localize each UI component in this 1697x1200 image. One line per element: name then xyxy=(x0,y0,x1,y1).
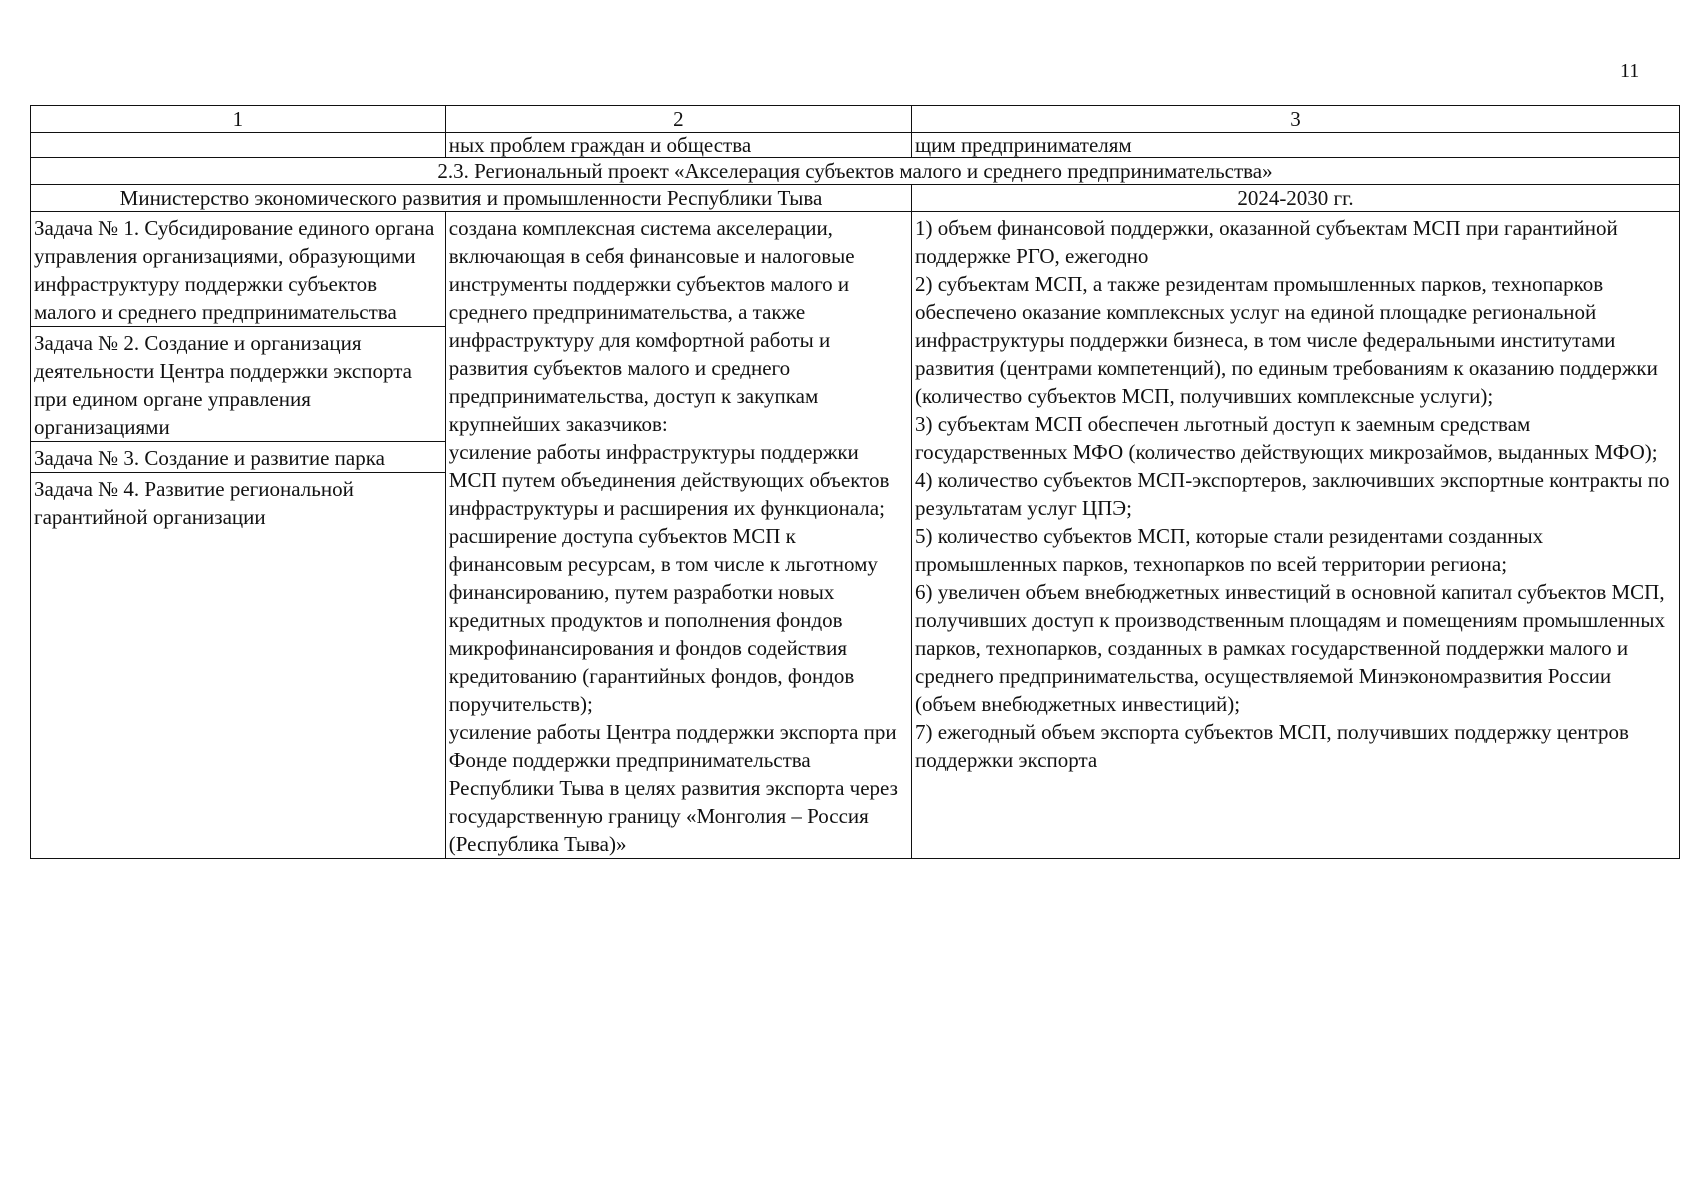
task-item: Задача № 1. Субсидирование единого органа управления организациями, образующими инфраструктуру поддержки субъектов малого и среднего предпринимательства xyxy=(31,212,445,327)
result-item: создана комплексная система акселерации, включающая в себя финансовые и налоговые инструменты поддержки субъектов малого и среднего предпринимательства, а также инфраструктуру для комфортной работы и развития субъектов малого и среднего предпринимательства, доступ к закупкам крупнейших заказчиков: xyxy=(448,216,855,436)
project-title-row xyxy=(31,158,1680,185)
continuation-col-2: ных проблем граждан и общества xyxy=(445,133,911,158)
responsible-ministry: Министерство экономического развития и промышленности Республики Тыва xyxy=(31,185,912,212)
main-content-row xyxy=(31,212,1680,859)
result-item: усиление работы Центра поддержки экспорта при Фонде поддержки предпринимательства Республики Тыва в целях развития экспорта через государственную границу «Монголия – Россия (Республика Тыва)» xyxy=(448,720,898,856)
task-item: Задача № 4. Развитие региональной гарантийной организации xyxy=(34,477,354,529)
implementation-period: 2024-2030 гг. xyxy=(912,185,1680,212)
measure-item: 6) увеличен объем внебюджетных инвестиций в основной капитал субъектов МСП, получивших доступ к производственным площадям и помещениям промышленных парков, технопарков, созданных в рамках государственной поддержки малого и среднего предпринимательства, осуществляемой Минэкономразвития России (объем внебюджетных инвестиций); xyxy=(915,580,1666,716)
continuation-col-1 xyxy=(31,133,446,158)
header-col-2: 2 xyxy=(445,106,911,133)
task-item: Задача № 2. Создание и организация деятельности Центра поддержки экспорта при едином органе управления организациями xyxy=(31,327,445,442)
measure-item: 5) количество субъектов МСП, которые стали резидентами созданных промышленных парков, технопарков по всей территории региона; xyxy=(915,524,1544,576)
page-number: 11 xyxy=(1620,60,1640,82)
measure-item: 1) объем финансовой поддержки, оказанной субъектам МСП при гарантийной поддержке РГО, ежегодно xyxy=(915,216,1618,268)
header-row xyxy=(31,106,1680,133)
measures-cell xyxy=(912,212,1680,859)
program-table xyxy=(30,105,1680,859)
measure-item: 7) ежегодный объем экспорта субъектов МСП, получивших поддержку центров поддержки экспорта xyxy=(915,720,1629,772)
tasks-cell xyxy=(31,212,446,859)
result-item: усиление работы инфраструктуры поддержки МСП путем объединения действующих объектов инфраструктуры и расширения их функционала; xyxy=(448,440,890,520)
header-col-1: 1 xyxy=(31,106,446,133)
responsible-row xyxy=(31,185,1680,212)
header-col-3: 3 xyxy=(912,106,1680,133)
results-cell xyxy=(445,212,911,859)
continuation-row xyxy=(31,133,1680,158)
measure-item: 2) субъектам МСП, а также резидентам промышленных парков, технопарков обеспечено оказание комплексных услуг на единой площадке региональной инфраструктуры поддержки бизнеса, в том числе федеральными институтами развития (центрами компетенций), по единым требованиям к оказанию поддержки (количество субъектов МСП, получивших комплексные услуги); xyxy=(915,272,1658,408)
result-item: расширение доступа субъектов МСП к финансовым ресурсам, в том числе к льготному финансированию, путем разработки новых кредитных продуктов и пополнения фондов микрофинансирования и фондов содействия кредитованию (гарантийных фондов, фондов поручительств); xyxy=(448,524,878,716)
task-item: Задача № 3. Создание и развитие парка xyxy=(31,442,445,473)
project-title: 2.3. Региональный проект «Акселерация субъектов малого и среднего предпринимательства» xyxy=(31,158,1680,185)
continuation-col-3: щим предпринимателям xyxy=(912,133,1680,158)
measure-item: 3) субъектам МСП обеспечен льготный доступ к заемным средствам государственных МФО (количество действующих микрозаймов, выданных МФО); xyxy=(915,412,1658,464)
measure-item: 4) количество субъектов МСП-экспортеров, заключивших экспортные контракты по результатам услуг ЦПЭ; xyxy=(915,468,1670,520)
